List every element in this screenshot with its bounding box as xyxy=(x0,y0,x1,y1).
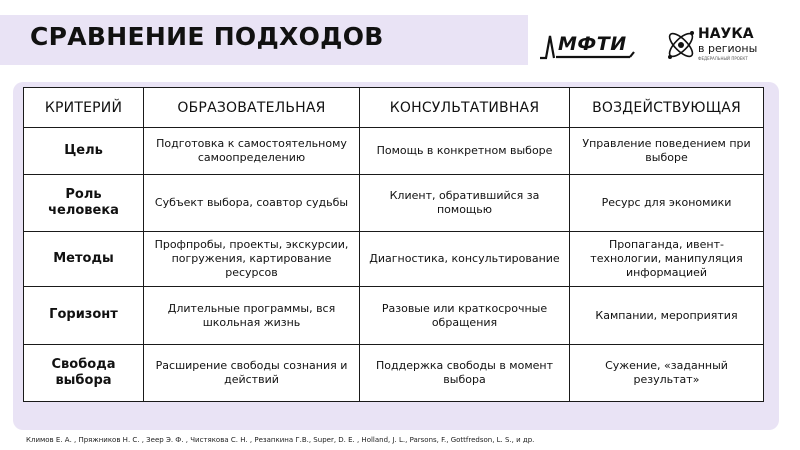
criterion-cell: Горизонт xyxy=(24,287,144,345)
table-row xyxy=(24,345,764,402)
table-cell: Ресурс для экономики xyxy=(570,175,764,232)
criterion-cell: Роль человека xyxy=(24,175,144,232)
nauka-logo-subtitle: в регионы xyxy=(698,42,758,55)
table-cell: Расширение свободы сознания и действий xyxy=(144,345,360,402)
table-cell: Сужение, «заданный результат» xyxy=(570,345,764,402)
atom-icon xyxy=(664,26,698,64)
criterion-cell: Цель xyxy=(24,128,144,175)
comparison-table xyxy=(23,87,764,402)
slide-title: СРАВНЕНИЕ ПОДХОДОВ xyxy=(30,22,384,51)
criterion-cell: Методы xyxy=(24,232,144,287)
table-row xyxy=(24,287,764,345)
nauka-logo-tagline: ФЕДЕРАЛЬНЫЙ ПРОЕКТ xyxy=(698,56,748,61)
header-criterion: КРИТЕРИЙ xyxy=(24,88,144,128)
header-consultative: КОНСУЛЬТАТИВНАЯ xyxy=(360,88,570,128)
table-cell: Кампании, мероприятия xyxy=(570,287,764,345)
table-cell: Помощь в конкретном выборе xyxy=(360,128,570,175)
table-row xyxy=(24,232,764,287)
table-cell: Субъект выбора, соавтор судьбы xyxy=(144,175,360,232)
header-influencing: ВОЗДЕЙСТВУЮЩАЯ xyxy=(570,88,764,128)
table-cell: Пропаганда, ивент-технологии, манипуляция информацией xyxy=(570,232,764,287)
table-row xyxy=(24,175,764,232)
table-cell: Разовые или краткосрочные обращения xyxy=(360,287,570,345)
table-cell: Профпробы, проекты, экскурсии, погружения, картирование ресурсов xyxy=(144,232,360,287)
nauka-logo xyxy=(664,26,784,66)
table-cell: Поддержка свободы в момент выбора xyxy=(360,345,570,402)
header-row xyxy=(24,88,764,128)
header-educational: ОБРАЗОВАТЕЛЬНАЯ xyxy=(144,88,360,128)
table-row xyxy=(24,128,764,175)
sources-footnote: Климов Е. А. , Пряжников Н. С. , Зеер Э. Ф. , Чистякова С. Н. , Резапкина Г.В., Super, D. E. , Holland, J. L., Parsons, F., Gottfredson, L. S., и др. xyxy=(26,436,535,444)
table-cell: Клиент, обратившийся за помощью xyxy=(360,175,570,232)
table-cell: Подготовка к самостоятельному самоопределению xyxy=(144,128,360,175)
nauka-logo-title: НАУКА xyxy=(698,26,754,42)
mipt-logo-text: МФТИ xyxy=(558,33,627,55)
table-cell: Длительные программы, вся школьная жизнь xyxy=(144,287,360,345)
table-cell: Управление поведением при выборе xyxy=(570,128,764,175)
table-cell: Диагностика, консультирование xyxy=(360,232,570,287)
criterion-cell: Свобода выбора xyxy=(24,345,144,402)
mipt-logo xyxy=(538,28,638,64)
